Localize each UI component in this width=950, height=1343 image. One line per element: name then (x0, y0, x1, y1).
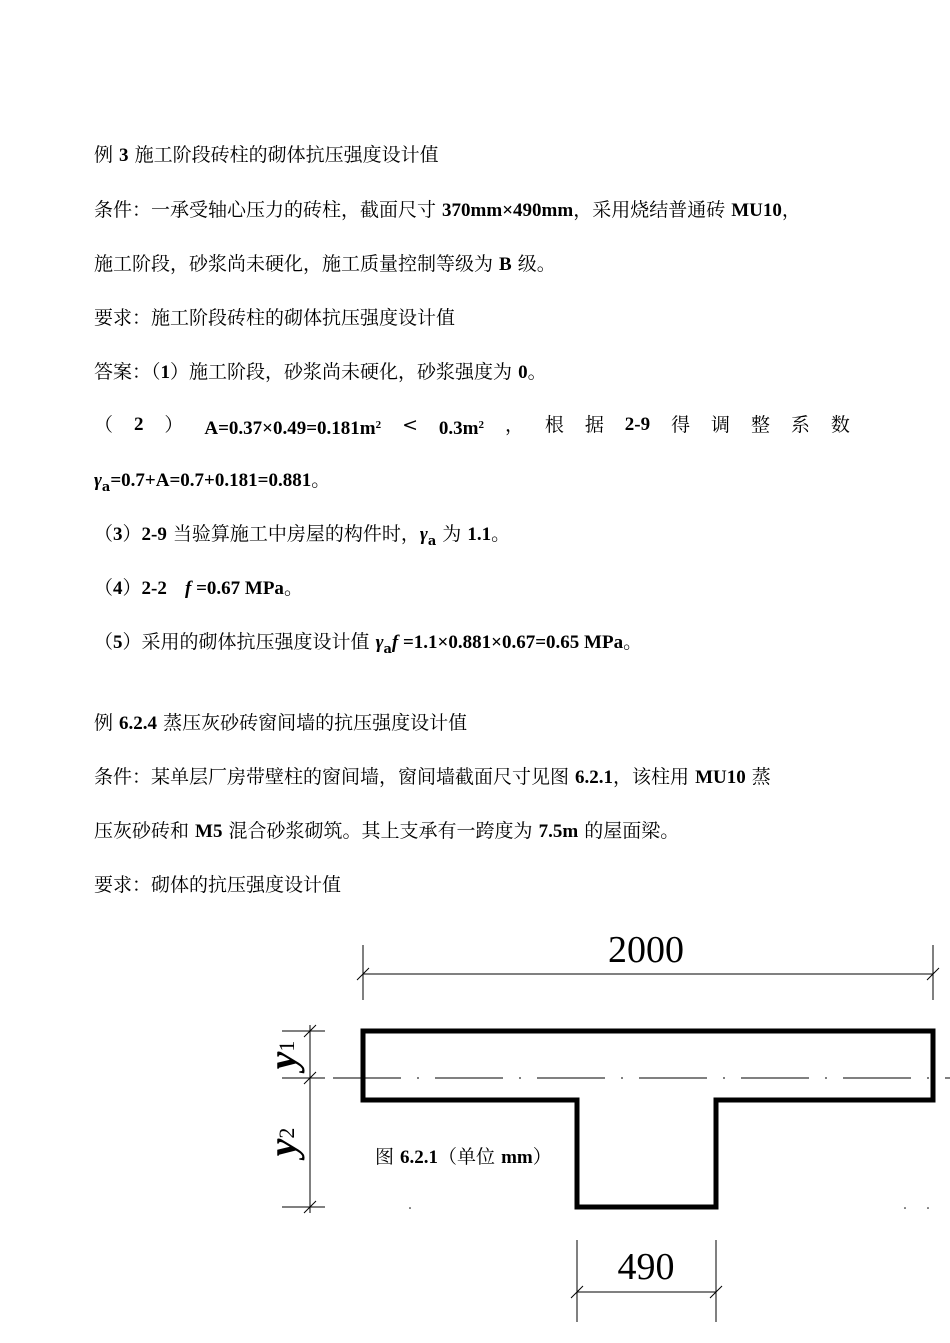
svg-text:y1: y1 (260, 1040, 305, 1070)
ex3-step-2: （ 2 ） $A=0.37\times 0.49=0.181m^2$ < $0.3m^2$ ， 根 据 2-9 得 调 整 系 数 (94, 414, 850, 439)
ex3-condition: 条件：一承受轴心压力的砖柱，截面尺寸 370mm×490mm，采用烧结普通砖 MU10， (94, 199, 801, 221)
ex624-condition: 条件：某单层厂房带壁柱的窗间墙，窗间墙截面尺寸见图 6.2.1，该柱用 MU10 蒸 (94, 766, 771, 788)
figure-caption: 图 6.2.1（单位 mm） (375, 1146, 552, 1168)
ex624-requirement: 要求：砌体的抗压强度设计值 (94, 874, 342, 896)
dimension-bottom-label: 490 (617, 1246, 675, 1288)
stray-dot (927, 1207, 929, 1209)
ex3-condition-2: 施工阶段，砂浆尚未硬化，施工质量控制等级为 B 级。 (94, 253, 556, 275)
dimension-top-label: 2000 (608, 929, 684, 971)
stray-dot (409, 1207, 411, 1209)
stray-dot (904, 1207, 906, 1209)
svg-text:y2: y2 (260, 1127, 305, 1157)
ex3-step-4: （4）2-2 f =0.67 MPa。 (94, 577, 303, 599)
ex3-title: 例 3 施工阶段砖柱的砌体抗压强度设计值 (94, 144, 439, 166)
ex624-title: 例 6.2.4 蒸压灰砂砖窗间墙的抗压强度设计值 (94, 712, 468, 734)
ex3-answer-1: 答案：（1）施工阶段，砂浆尚未硬化，砂浆强度为 0。 (94, 361, 547, 383)
ex624-condition-2: 压灰砂砖和 M5 混合砂浆砌筑。其上支承有一跨度为 7.5m 的屋面梁。 (94, 820, 680, 842)
y2-label (260, 1128, 305, 1161)
y1-label (260, 1041, 305, 1074)
t-section-outline (363, 1031, 933, 1207)
ex3-step-2-cont: $\gamma_a=0.7+A=0.7+0.181=0.881$。 (94, 469, 331, 495)
ex3-step-5: （5）采用的砌体抗压强度设计值 $\gamma_af =1.1\times 0.881\times 0.67=0.65$ MPa。 (94, 631, 643, 657)
ex3-requirement: 要求：施工阶段砖柱的砌体抗压强度设计值 (94, 307, 456, 329)
ex3-step-3: （3）2-9 当验算施工中房屋的构件时，$\gamma_a$ 为 1.1。 (94, 523, 511, 549)
